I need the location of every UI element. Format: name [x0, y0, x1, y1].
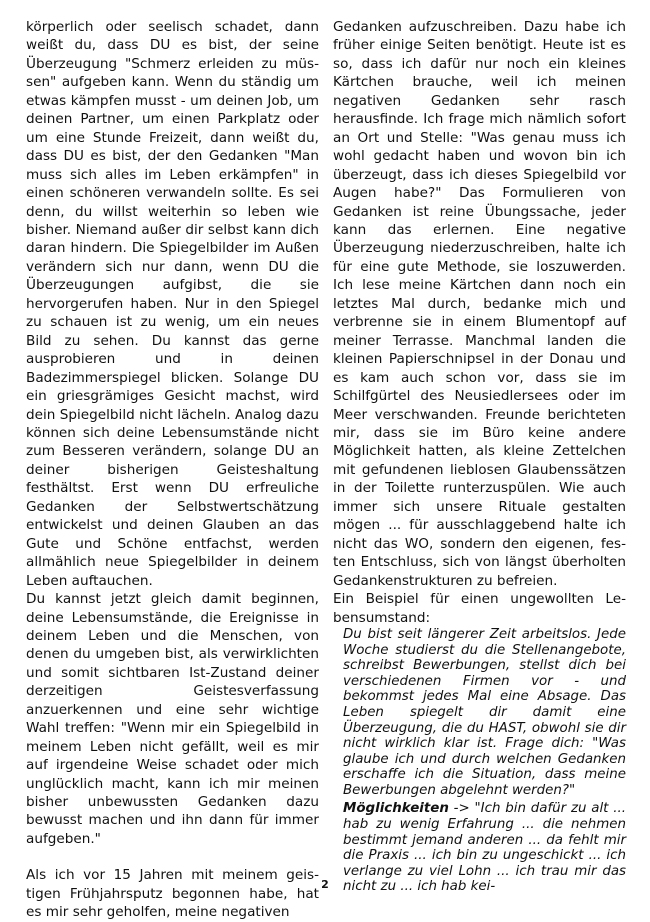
paragraph: körperlich oder seelisch schadet, dann weißt du, dass DU es bist, der seine Überzeugung "Schmerz erleiden zu müssen" aufgeben kann. Wenn du ständig um etwas kämpfen musst - um deinen Job, um deinen Partner, um einen Parkplatz oder um eine Stunde Freizeit, dann weißt du, dass DU es bist, der den Gedanken "Man muss sich alles im Leben erkämpfen" in einen schöneren verwandeln sollte. Es sei denn, du willst weiterhin so leben wie bisher. Niemand außer dir selbst kann dich daran hindern. Die Spiegelbilder im Außen verändern sich nur dann, wenn DU die Überzeugungen aufgibst, die sie hervorgerufen haben. Nur in den Spiegel zu schauen ist zu wenig, um ein neues Bild zu sehen. Du kannst das gerne ausprobieren und in deinen Badezimmerspiegel blicken. Solange DU ein griesgrämiges Gesicht machst, wird dein Spiegelbild nicht lächeln. Analog dazu können sich deine Lebensumstände nicht zum Besseren verändern, solange DU an deiner bisherigen Geisteshaltung festhältst. Erst wenn DU erfreuliche Gedanken der Selbstwertschätzung entwickelst und deinen Glauben an das Gute und Schöne entfachst, werden allmählich neue Spiegelbilder in deinem Leben auftauchen.	[26, 19, 319, 589]
possibilities-label: Möglichkeiten	[343, 801, 449, 817]
paragraph-spacer	[26, 848, 319, 866]
paragraph: Ein Beispiel für einen ungewollten Lebensumstand:	[333, 591, 626, 626]
page-number: 2	[321, 878, 329, 891]
paragraph: Du kannst jetzt gleich damit beginnen, deine Lebensumstände, die Ereignisse in deinem Leben und die Menschen, von denen du umgeben bist, als verwirklichten und somit sichtbaren Ist-Zustand deiner derzeitigen Geistesverfassung anzuerkennen und eine sehr wichtige Wahl treffen: "Wenn mir ein Spiegelbild in meinem Leben nicht gefällt, weil es mir auf irgendeine Weise schadet oder mich unglücklich macht, kann ich mir meinen bisher unbewussten Gedanken dazu bewusst machen und ihn dann für immer aufgeben."	[26, 591, 319, 847]
paragraph: Als ich vor 15 Jahren mit meinem geistigen Frühjahrsputz begonnen habe, hat es mir sehr geholfen, meine negativen	[26, 867, 319, 921]
example-block	[343, 627, 626, 895]
left-column	[26, 18, 319, 922]
right-column	[333, 18, 626, 895]
possibilities-text: -> "Ich bin dafür zu alt ... hab zu wenig Erfahrung ... die nehmen bestimmt jemand anderen ... da fehlt mir die Praxis ... ich bin zu ungeschickt ... ich verlange zu viel Lohn ... ich trau mir das nicht zu ... ich hab kei-	[343, 801, 626, 895]
example-text: Du bist seit längerer Zeit arbeitslos. Jede Woche studierst du die Stellenangebote, schreibst Bewerbungen, stellst dich bei verschiedenen Firmen vor - und bekommst jedes Mal eine Absage. Das Leben spiegelt dir damit eine Überzeugung, die du HAST, obwohl sie dir nicht wirklich klar ist. Frage dich: "Was glaube ich und durch welchen Gedanken erschaffe ich die Situation, dass meine Bewerbungen abgelehnt werden?"	[343, 626, 626, 798]
paragraph: Gedanken aufzuschreiben. Dazu habe ich früher einige Seiten benötigt. Heute ist es so, dass ich dafür nur noch ein kleines Kärtchen brauche, weil ich meinen negativen Gedanken sehr rasch herausfinde. Ich frage mich nämlich sofort an Ort und Stelle: "Was genau muss ich wohl gedacht haben und wovon bin ich überzeugt, dass ich dieses Spiegelbild vor Augen habe?" Das Formulieren von Gedanken ist reine Übungssache, jeder kann das erlernen. Eine negative Überzeugung niederzuschreiben, halte ich für eine gute Methode, sie loszuwerden. Ich lese meine Kärtchen dann noch ein letztes Mal durch, bedanke mich und verbrenne sie in einem Blumentopf auf meiner Terrasse. Manchmal landen die kleinen Papierschnipsel in der Donau und es kam auch schon vor, dass sie im Schilfgürtel des Neusiedlersees oder im Meer verschwanden. Freunde berichteten mir, dass sie im Büro keine andere Möglichkeit hatten, als kleine Zettelchen mit gefundenen lieblosen Glaubenssätzen in der Toilette runterzuspülen. Wie auch immer sich unsere Rituale gestalten mögen ... für ausschlaggebend halte ich nicht das WO, sondern den eigenen, festen Entschluss, sich von längst überholten Gedankenstrukturen zu befreien.	[333, 19, 626, 589]
